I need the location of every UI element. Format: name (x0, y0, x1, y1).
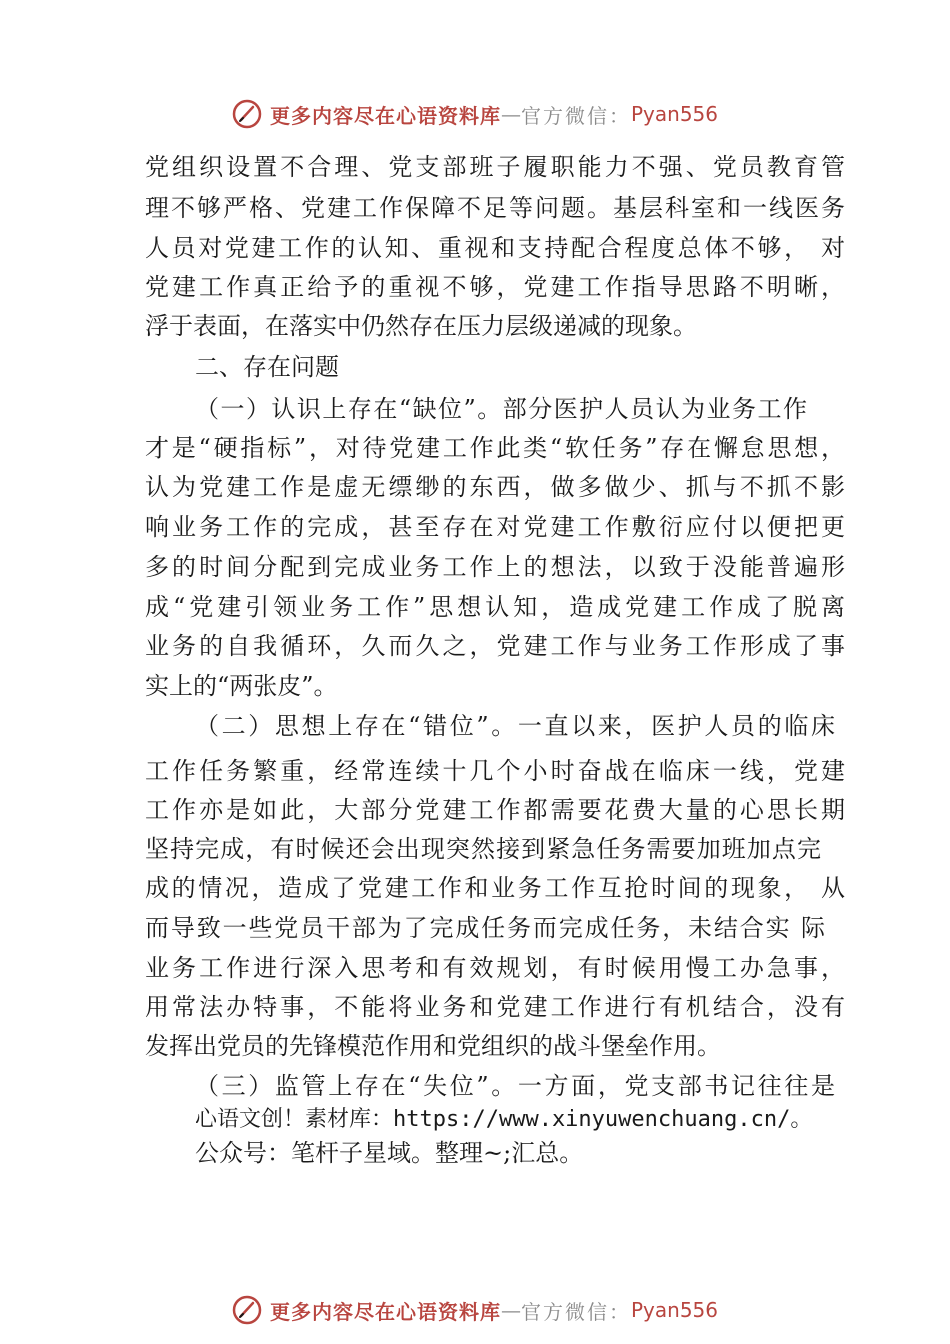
paragraph-first-line: （一）认识上存在“缺位”。部分医护人员认为业务工作 (195, 395, 807, 423)
body-line: 认为党建工作是虚无缥缈的东西，做多做少、抓与不抓不影 (145, 473, 845, 501)
body-line: 实上的“两张皮”。 (145, 672, 338, 700)
watermark-wechat-id: Pyan556 (630, 102, 718, 126)
body-line: 党组织设置不合理、党支部班子履职能力不强、党员教育管 (145, 153, 845, 181)
watermark-brand: 更多内容尽在心语资料库 (269, 103, 501, 128)
watermark-wechat-id: Pyan556 (630, 1298, 718, 1322)
brand-logo-icon (232, 99, 262, 129)
body-line: 用常法办特事，不能将业务和党建工作进行有机结合，没有 (145, 993, 845, 1021)
watermark-separator: — (500, 1298, 521, 1322)
body-line: 成“党建引领业务工作”思想认知，造成党建工作成了脱离 (145, 593, 845, 621)
paragraph-first-line: （三）监管上存在“失位”。一方面，党支部书记往往是 (195, 1072, 835, 1100)
body-line: 发挥出党员的先锋模范作用和党组织的战斗堡垒作用。 (145, 1032, 721, 1060)
body-line: 党建工作真正给予的重视不够，党建工作指导思路不明晰， (145, 273, 845, 301)
paragraph-first-line: （二）思想上存在“错位”。一直以来，医护人员的临床 (195, 712, 835, 740)
body-line: 响业务工作的完成，甚至存在对党建工作敷衍应付以便把更 (145, 513, 845, 541)
body-line: 浮于表面，在落实中仍然存在压力层级递减的现象。 (145, 312, 697, 340)
body-line: 成的情况，造成了党建工作和业务工作互抢时间的现象， 从 (145, 874, 845, 902)
body-line: 多的时间分配到完成业务工作上的想法，以致于没能普遍形 (145, 553, 845, 581)
body-line: 理不够严格、党建工作保障不足等问题。基层科室和一线医务 (145, 194, 845, 222)
body-line: 人员对党建工作的认知、重视和支持配合程度总体不够， 对 (145, 234, 845, 262)
body-line: 坚持完成，有时候还会出现突然接到紧急任务需要加班加点完 (145, 835, 821, 863)
watermark-separator: — (500, 102, 521, 126)
watermark-wechat-label: 官方微信： (520, 1299, 631, 1324)
watermark-brand: 更多内容尽在心语资料库 (269, 1299, 501, 1324)
watermark-wechat-label: 官方微信： (520, 103, 631, 128)
body-line: 工作亦是如此，大部分党建工作都需要花费大量的心思长期 (145, 796, 845, 824)
source-note-line: 公众号：笔杆子星域。整理~;汇总。 (195, 1139, 584, 1167)
brand-logo-icon (232, 1295, 262, 1325)
body-line: 业务工作进行深入思考和有效规划，有时候用慢工办急事， (145, 954, 845, 982)
body-line: 而导致一些党员干部为了完成任务而完成任务，未结合实 际 (145, 914, 825, 942)
body-line: 工作任务繁重，经常连续十几个小时奋战在临床一线，党建 (145, 757, 845, 785)
section-heading: 二、存在问题 (195, 353, 339, 381)
footer-watermark (0, 1290, 950, 1330)
header-watermark (0, 94, 950, 134)
body-line: 业务的自我循环，久而久之，党建工作与业务工作形成了事 (145, 632, 845, 660)
source-note-line: 心语文创！素材库：https://www.xinyuwenchuang.cn/。 (195, 1107, 813, 1132)
body-line: 才是“硬指标”，对待党建工作此类“软任务”存在懈怠思想， (145, 434, 845, 462)
